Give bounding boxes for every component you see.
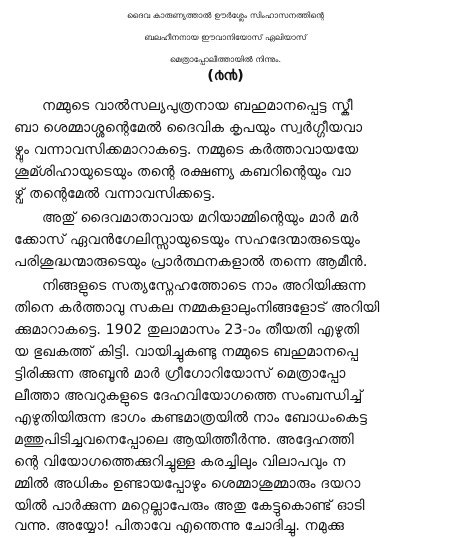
section-number: (൪൯) (207, 68, 244, 84)
paragraph-3-line-10: മ്മിൽ അധികം ഉണ്ടായപ്പോഴും ശെമ്മാശുമ്മാരും ദയറാ (14, 476, 361, 492)
header-line-1: ദൈവ കാരുണ്യത്താൽ ഊർശ്ലേം സിംഹാസനത്തിന്റെ (126, 11, 325, 20)
header-line-3: മെത്രാപ്പോലീത്തായിൽ നിന്നും. (169, 55, 282, 64)
paragraph-2-line-3: പരിശുദ്ധന്മാരുടെയും പ്രാർത്ഥനകളാൽ തന്നെ ആമീൻ. (14, 254, 368, 270)
paragraph-3-line-7: എഴുതിയിരുന്ന ഭാഗം കണ്ടമാത്രയിൽ നാം ബോധംകെട്ട (14, 410, 368, 426)
paragraph-3-line-9: ന്റെ വിയോഗത്തെക്കുറിച്ചുള്ള കരച്ചിലും വിലാപവും ന (14, 454, 346, 470)
paragraph-1-line-4: ശൂമ്ശിഹായുടെയും തന്റെ രക്ഷണ്യ കബറിന്റെയും വാ (14, 164, 351, 180)
paragraph-1-line-3: ഴ്വും വന്നാവസിക്കമാറാകട്ടെ. നമ്മുടെ കർത്താവായയേ (14, 142, 359, 158)
paragraph-1-line-2: ബാ ശെമ്മാശ്ശന്റെമേൽ ദൈവിക കൃപയും സ്വർഗ്ഗീയവാ (14, 120, 363, 136)
paragraph-3-line-11: യിൽ പാർക്കുന്ന മറ്റെല്ലാപേരും അതു കേട്ടുകൊണ്ട് ഓടി (14, 498, 365, 514)
paragraph-3-line-8: മത്തുപിടിച്ചവനെപ്പോലെ ആയിത്തീർന്നു. അദ്ദേഹത്തി (14, 432, 354, 448)
paragraph-3-line-4: യ ഭുഖകത്ത് കിട്ടി. വായിച്ചുകണ്ടു നമ്മുടെ ബഹുമാനപ്പെ (14, 344, 359, 360)
paragraph-3-line-5: ട്ടിരിക്കുന്ന അബൂൻ മാർ ഗ്രീഗോറിയോസ് മെത്രാപ്പോ (14, 366, 346, 382)
paragraph-2-line-2: ക്കോസ് ഏവൻഗേലിസ്സായുടെയും സഹദേന്മാരുടെയും (14, 232, 361, 248)
paragraph-1-line-5: ഴ്വ് തന്റെമേൽ വന്നാവസിക്കട്ടെ. (14, 186, 216, 202)
paragraph-3-line-3: ക്കുമാറാകട്ടെ. 1902 തുലാമാസം 23-ാം തീയതി എഴുതി (14, 322, 360, 338)
paragraph-3-line-6: ലീത്താ അവറുകളുടെ ദേഹവിയോഗത്തെ സംബന്ധിച്ച് (14, 388, 363, 404)
paragraph-3-line-1: നിങ്ങളുടെ സത്യസ്നേഹത്തോടെ നാം അറിയിക്കുന്ന (42, 278, 366, 294)
paragraph-3-line-2: തിനെ കർത്താവു സകല നമ്മകളാലുംനിങ്ങളോട് അറിയി (14, 300, 380, 316)
paragraph-1-line-1: നമ്മുടെ വാൽസല്യപുത്രനായ ബഹുമാനപ്പെട്ട സ്കീ (42, 98, 353, 114)
paragraph-3-line-12: വന്നു. അയ്യോ! പിതാവേ എന്തെന്നു ചോദിച്ചു. നമുക്കു (14, 518, 345, 534)
paragraph-2-line-1: അതു് ദൈവമാതാവായ മറിയാമ്മിന്റെയും മാർ മർ (42, 210, 359, 226)
header-line-2: ബലഹീനനായ ഈവാനിയോസ് ഏലിയാസ് (144, 33, 307, 42)
